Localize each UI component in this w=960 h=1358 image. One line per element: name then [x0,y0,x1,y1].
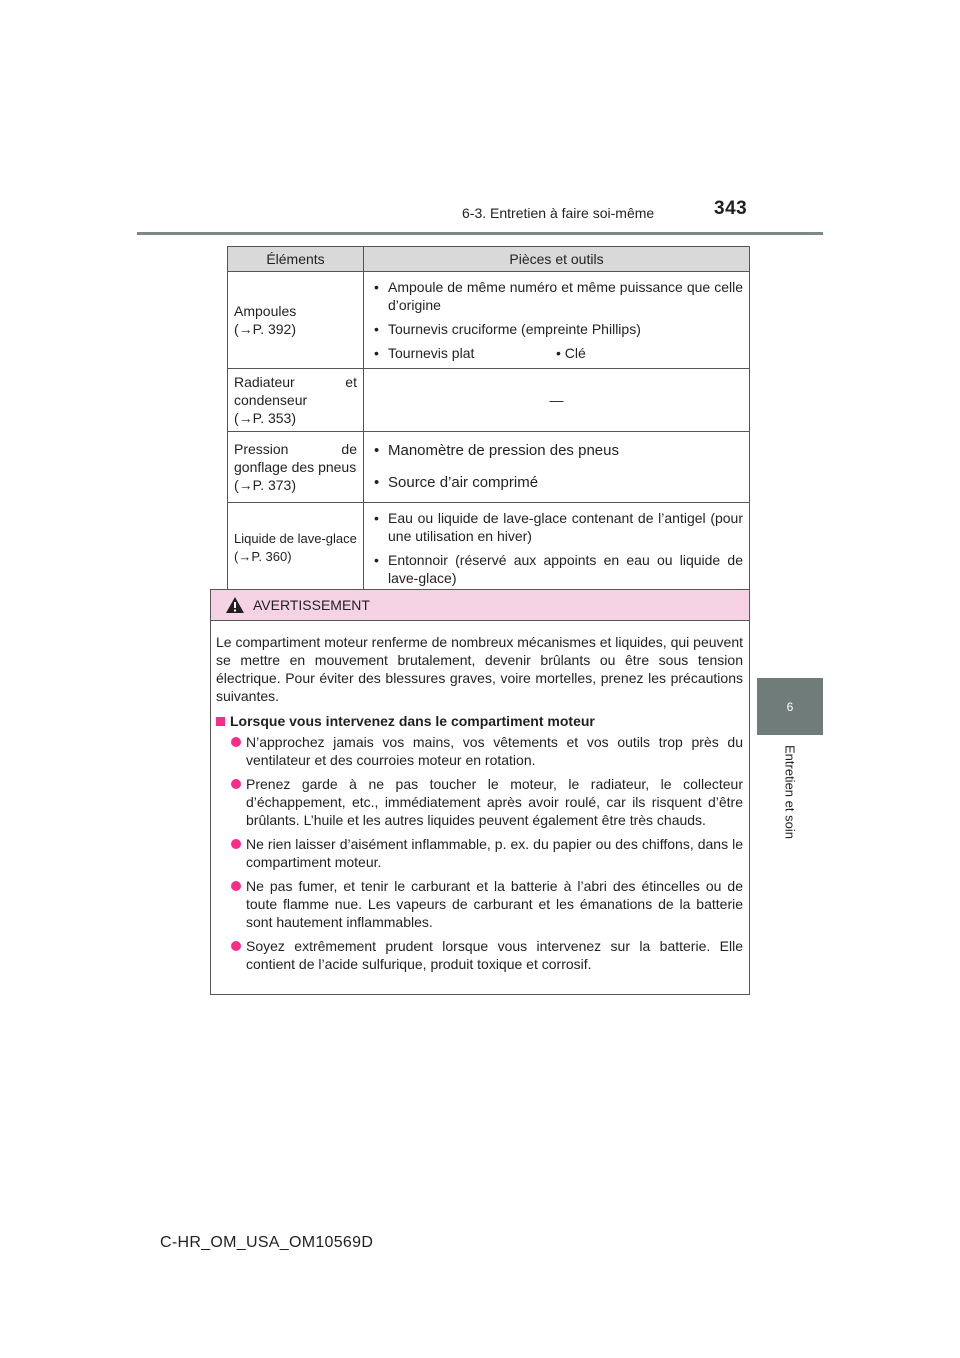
list-item: • Manomètre de pression des pneus [370,442,743,460]
list-item: • Tournevis cruciforme (empreinte Phillips) [370,320,743,338]
point-text: Ne pas fumer, et tenir le carburant et la batterie à l’abri des étincelles ou de toute flamme nue. Les vapeurs de carburant et les émanations de la batterie sont hautement inflammables. [246,878,743,930]
table-row [228,432,750,503]
warning-points [216,733,743,973]
tools-cell [364,432,750,503]
item-name: Pression de gonflage des pneus [234,441,357,475]
tools-cell [364,503,750,594]
list-item [370,344,743,362]
list-item [216,877,743,931]
header-divider [137,232,823,235]
list-item [216,937,743,973]
list-item [216,835,743,871]
item-name: Ampoules [234,303,297,319]
chapter-side-label [757,737,823,1137]
document-code: C-HR_OM_USA_OM10569D [160,1234,374,1251]
tools-cell [364,272,750,369]
item-cell [228,432,364,503]
item-cell [228,369,364,432]
list-item: • Source d’air comprimé [370,474,743,492]
point-text: N’approchez jamais vos mains, vos vêtements et vos outils trop près du ventilateur et des courroies moteur en rotation. [246,734,743,768]
item-cell [228,503,364,594]
list-item [216,775,743,829]
list-item [216,733,743,769]
circle-bullet-icon [231,881,241,891]
circle-bullet-icon [231,737,241,747]
warning-triangle-icon [225,596,245,614]
tool-text: Tournevis plat [388,345,475,361]
page-reference: (→P. 373) [234,477,296,493]
list-item: • Eau ou liquide de lave-glace contenant de l’antigel (pour une utilisation en hiver) [370,509,743,545]
page-number: 343 [714,198,748,219]
warning-header [211,590,749,621]
chapter-tab [757,678,823,735]
warning-intro: Le compartiment moteur renferme de nombreux mécanismes et liquides, qui peuvent se mettre en mouvement brutalement, devenir brûlants ou être sous tension électrique. Pour éviter des blessures graves, voire mortelles, prenez les précautions suivantes. [216,634,743,704]
point-text: Ne rien laisser d’aisément inflammable, p. ex. du papier ou des chiffons, dans le compartiment moteur. [246,836,743,870]
item-name: Radiateur et condenseur [234,374,357,408]
table-row [228,272,750,369]
column-header-elements: Éléments [228,247,364,272]
item-name: Liquide de lave-glace [234,531,357,546]
tools-cell: — [364,369,750,432]
page-reference: (→P. 360) [234,549,292,564]
table-header-row [228,247,750,272]
section-title: 6-3. Entretien à faire soi-même [462,205,655,221]
page-reference: (→P. 392) [234,321,296,337]
circle-bullet-icon [231,941,241,951]
chapter-title: Entretien et soin [782,745,798,839]
list-item: • Entonnoir (réservé aux appoints en eau ou liquide de lave-glace) [370,551,743,587]
subheading-text: Lorsque vous intervenez dans le compartiment moteur [230,713,595,729]
warning-subheading [216,712,743,730]
tool-text: • Clé [556,344,586,362]
warning-box [210,589,750,995]
column-header-tools: Pièces et outils [364,247,750,272]
warning-body [211,621,749,973]
parts-tools-table [227,246,750,594]
chapter-number: 6 [786,699,794,714]
page-reference: (→P. 353) [234,410,296,426]
point-text: Soyez extrêmement prudent lorsque vous intervenez sur la batterie. Elle contient de l’acide sulfurique, produit toxique et corrosif. [246,938,743,972]
circle-bullet-icon [231,779,241,789]
point-text: Prenez garde à ne pas toucher le moteur, le radiateur, le collecteur d’échappement, etc., immédiatement après avoir roulé, car ils risquent d’être brûlants. L’huile et les autres liquides peuvent également être très chauds. [246,776,743,828]
warning-title: AVERTISSEMENT [253,597,370,613]
table-row [228,369,750,432]
circle-bullet-icon [231,839,241,849]
list-item: • Ampoule de même numéro et même puissance que celle d’origine [370,278,743,314]
table-row [228,503,750,594]
square-bullet-icon [216,717,225,726]
item-cell [228,272,364,369]
